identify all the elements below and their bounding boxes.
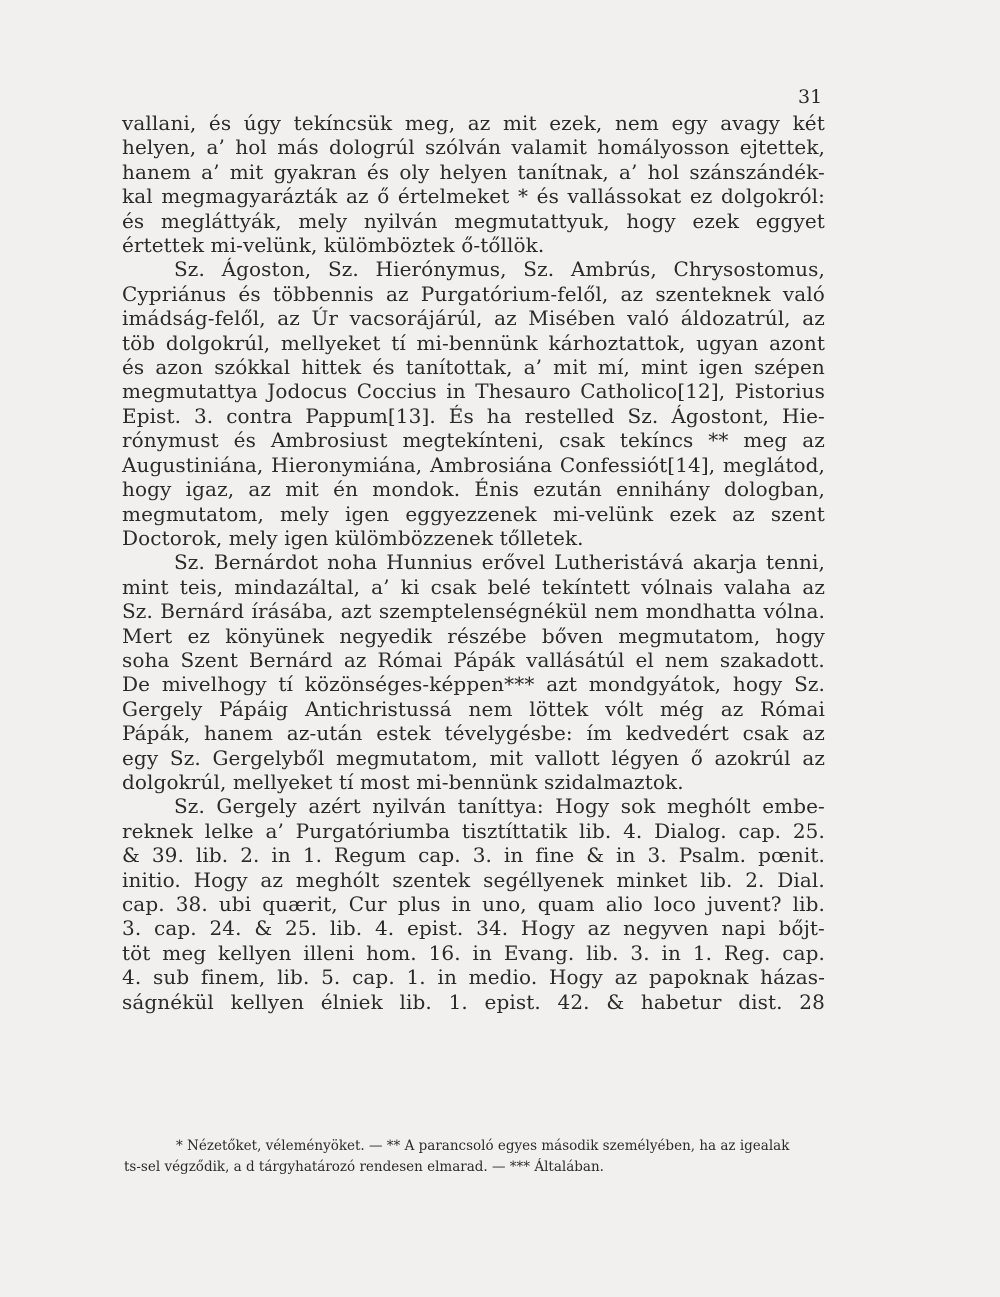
page-number: 31 <box>798 86 823 108</box>
text-line: töt meg kellyen illeni hom. 16. in Evang. lib. 3. in 1. Reg. cap. <box>122 940 825 965</box>
footnote-line: * Nézetőket, véleményöket. — ** A parancsoló egyes második személyében, ha az igealak <box>176 1138 790 1154</box>
text-line: 3. cap. 24. & 25. lib. 4. epist. 34. Hogy az negyven napi bőjt- <box>122 916 825 941</box>
text-line: megmutatom, mely igen eggyezzenek mi-velünk ezek az szent <box>122 501 825 526</box>
body-text <box>122 111 825 1014</box>
text-line: De mivelhogy tí közönséges-képpen*** azt mondgyátok, hogy Sz. <box>122 672 825 697</box>
text-line: initio. Hogy az meghólt szentek segéllyenek minket lib. 2. Dial. <box>122 867 825 892</box>
text-line: Doctorok, mely igen külömbözzenek tőlletek. <box>122 525 584 550</box>
text-line: dolgokrúl, mellyeket tí most mi-bennünk szidalmaztok. <box>122 769 684 794</box>
text-line: és azon szókkal hittek és tanítottak, a’ mit mí, mint igen szépen <box>122 355 825 380</box>
text-line: hogy igaz, az mit én mondok. Énis ezután ennihány dologban, <box>122 477 825 502</box>
text-line: reknek lelke a’ Purgatóriumba tisztíttatik lib. 4. Dialog. cap. 25. <box>122 818 825 843</box>
text-line: vallani, és úgy tekíncsük meg, az mit ezek, nem egy avagy két <box>122 111 825 135</box>
text-line: Sz. Ágoston, Sz. Hierónymus, Sz. Ambrús, Chrysostomus, <box>174 257 825 282</box>
text-line: kal megmagyarázták az ő értelmeket * és vallássokat ez dolgokról: <box>122 184 825 209</box>
text-line: imádság-felől, az Úr vacsorájárúl, az Misében való áldozatrúl, az <box>122 306 825 331</box>
text-line: soha Szent Bernárd az Római Pápák vallásátúl el nem szakadott. <box>122 647 825 672</box>
text-line: Sz. Gergely azért nyilván taníttya: Hogy sok meghólt embe- <box>174 794 825 819</box>
text-line: értettek mi-velünk, külömböztek ő-tőllök. <box>122 233 545 258</box>
text-line: töb dolgokrúl, mellyeket tí mi-bennünk kárhoztattok, ugyan azont <box>122 330 825 355</box>
text-line: Sz. Bernárdot noha Hunnius erővel Lutheristává akarja tenni, <box>174 550 825 575</box>
text-line: helyen, a’ hol más dologrúl szólván valamit homályosson ejtettek, <box>122 135 825 160</box>
footnote-line: ts-sel végződik, a d tárgyhatározó rendesen elmarad. — *** Általában. <box>124 1159 604 1175</box>
text-line: Cypriánus és többennis az Purgatórium-felől, az szenteknek való <box>122 281 825 306</box>
text-line: hanem a’ mit gyakran és oly helyen tanítnak, a’ hol szánszándék- <box>122 159 825 184</box>
text-line: Pápák, hanem az-után estek tévelygésbe: ím kedvedért csak az <box>122 721 825 746</box>
text-line: Mert ez könyünek negyedik részébe bőven megmutatom, hogy <box>122 623 825 648</box>
text-line: mint teis, mindazáltal, a’ ki csak belé tekíntett vólnais valaha az <box>122 574 825 599</box>
text-line: Epist. 3. contra Pappum[13]. És ha restelled Sz. Ágostont, Hie- <box>122 403 825 428</box>
text-line: & 39. lib. 2. in 1. Regum cap. 3. in fine & in 3. Psalm. pœnit. <box>122 843 825 868</box>
footnotes <box>124 1136 826 1178</box>
text-line: 4. sub finem, lib. 5. cap. 1. in medio. Hogy az papoknak házas- <box>122 965 825 990</box>
text-line: és megláttyák, mely nyilván megmutattyuk, hogy ezek eggyet <box>122 208 825 233</box>
text-line: megmutattya Jodocus Coccius in Thesauro Catholico[12], Pistorius <box>122 379 825 404</box>
text-line: Gergely Pápáig Antichristussá nem löttek vólt még az Római <box>122 696 825 721</box>
text-line: cap. 38. ubi quærit, Cur plus in uno, quam alio loco juvent? lib. <box>122 892 825 916</box>
text-line: Sz. Bernárd írásába, azt szemptelenségnékül nem mondhatta vólna. <box>122 599 825 624</box>
text-line: egy Sz. Gergelyből megmutatom, mit vallott légyen ő azokrúl az <box>122 745 825 770</box>
text-line: rónymust és Ambrosiust megtekínteni, csak tekíncs ** meg az <box>122 428 825 453</box>
text-line: ságnékül kellyen élniek lib. 1. epist. 42. & habetur dist. 28 <box>122 989 825 1014</box>
text-line: Augustiniána, Hieronymiána, Ambrosiána Confessiót[14], meglátod, <box>122 452 825 477</box>
